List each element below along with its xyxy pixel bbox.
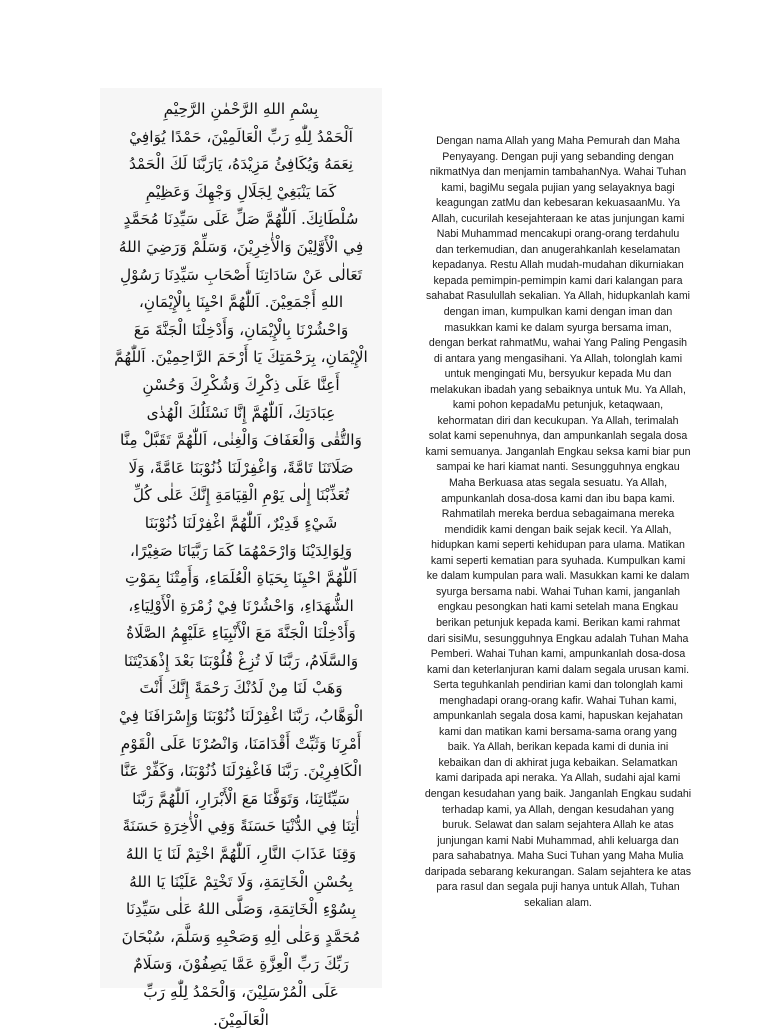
arabic-line: وَلِوَالِدَيْنَا وَارْحَمْهُمَا كَمَا رَبَّيَانَا صَغِيْرًا، — [129, 541, 353, 560]
translation-line: buruk. Selawat dan salam sejahtera Allah ke atas — [442, 819, 674, 832]
arabic-line: سُلْطَانِكَ. اَللّٰهُمَّ صَلِّ عَلَى سَيِّدِنَا مُحَمَّدٍ — [123, 210, 359, 229]
arabic-line: مُحَمَّدٍ وَعَلٰى اٰلِهِ وَصَحْبِهِ وَسَلَّمَ، سُبْحَانَ — [121, 927, 361, 946]
translation-line: dengan kesudahan yang baik. Janganlah Engkau sudahi — [424, 787, 692, 800]
arabic-line: الشُّهَدَاءِ، وَاحْشُرْنَا فِيْ زُمْرَةِ الْأَوْلِيَاءِ، — [128, 596, 354, 615]
translation-line: kepada pemimpin-pemimpin kami dari kalangan para — [433, 274, 683, 287]
arabic-line: اَللّٰهُمَّ احْيِنَا بِحَيَاةِ الْعُلَمَاءِ، وَأَمِتْنَا بِمَوْتِ — [124, 569, 358, 588]
arabic-line: بِسْمِ اللهِ الرَّحْمٰنِ الرَّحِيْمِ — [163, 100, 319, 118]
translation-line: hidupkan kami seperti kehidupan para ulama. Matikan — [431, 539, 685, 552]
translation-line: kami, bagiMu segala pujian yang selayaknya bagi — [441, 181, 675, 194]
arabic-line: اللهِ أَجْمَعِيْنَ. اَللّٰهُمَّ احْيِنَا بِالْإِيْمَانِ، — [138, 293, 344, 312]
translation-line: ke dalam kumpulan para wali. Masukkan kami ke dalam — [426, 570, 690, 583]
arabic-line: رَبِّكَ رَبِّ الْعِزَّةِ عَمَّا يَصِفُوْنَ، وَسَلَامٌ — [133, 955, 349, 974]
translation-line: junjungan kami Nabi Muhammad, ahli keluarga dan — [437, 834, 679, 847]
arabic-line: وَهَبْ لَنَا مِنْ لَدُنْكَ رَحْمَةً إِنَّكَ أَنْتَ — [139, 679, 343, 698]
translation-line: sekalian alam. — [524, 896, 592, 909]
arabic-line: أٰتِنَا فِي الدُّنْيَا حَسَنَةً وَفِي الْأٰخِرَةِ حَسَنَةً — [122, 817, 360, 836]
arabic-line: عَلَى الْمُرْسَلِيْنَ، وَالْحَمْدُ لِلّٰهِ رَبِّ — [143, 983, 339, 1001]
translation-line: daripada sebarang kekurangan. Salam sejahtera ke atas — [424, 865, 692, 878]
arabic-line: تُعَذِّبْنَا إِلٰى يَوْمِ الْقِيَامَةِ إِنَّكَ عَلٰى كُلِّ — [132, 486, 350, 505]
translation-line: kami dan matikan kami bersama-sama orang yang — [439, 725, 677, 738]
arabic-line: أَعِنَّا عَلَى ذِكْرِكَ وَشُكْرِكَ وَحُسْنِ — [142, 375, 340, 394]
arabic-prayer-panel — [100, 88, 382, 1029]
translation-line: Pemberi. Wahai Tuhan kami, ampunkanlah dosa-dosa — [430, 648, 686, 661]
arabic-line: صَلَاتَنَا تَامَّةً، وَاغْفِرْلَنَا ذُنُوْبَنَا عَامَّةً، وَلَا — [128, 458, 354, 477]
arabic-line: بِحُسْنِ الْخَاتِمَةِ، وَلَا تَخْتِمْ عَلَيْنَا يَا اللهُ — [129, 872, 353, 891]
arabic-line: وَالتُّقٰى وَالْعَفَافَ وَالْغِنٰى، اَللّٰهُمَّ تَقَبَّلْ مِنَّا — [120, 431, 362, 450]
translation-line: dengan iman, kumpulkan kami dengan iman dan — [443, 306, 673, 319]
translation-line: sahabat Rasulullah sekalian. Ya Allah, hidupkanlah kami — [425, 290, 691, 303]
translation-line: kami dan keterlanjuran kami dalam segala urusan kami. — [426, 663, 690, 676]
translation-line: sampai ke hari kiamat nanti. Sesungguhnya engkau — [436, 461, 680, 474]
translation-line: dengan berkat rahmatMu, wahai Yang Paling Pengasih — [428, 337, 688, 350]
arabic-line: نِعَمَهُ وَيُكَافِئُ مَزِيْدَهُ، يَارَبَّنَا لَكَ الْحَمْدُ — [128, 155, 354, 174]
translation-line: Allah, cucurilah kesejahteraan ke atas junjungan kami — [431, 212, 685, 225]
translation-line: solat kami sepenuhnya, dan ampunkanlah segala dosa — [428, 430, 688, 443]
translation-line: kebaikan dan di akhirat juga kebaikan. Selamatkan — [438, 756, 678, 769]
arabic-line: فِي الْأَوَّلِيْنَ وَالْأٰخِرِيْنَ، وَسَلِّمْ وَرَضِيَ اللهُ — [118, 237, 364, 256]
translation-line: kami seperti kematian para syuhada. Kumpulkan kami — [430, 554, 686, 567]
translation-line: Nabi Muhammad mencakupi orang-orang terdahulu — [436, 228, 680, 241]
translation-line: Rahmatilah mereka berdua sebagaimana mereka — [441, 508, 675, 521]
arabic-prayer-text — [108, 96, 374, 1034]
translation-line: menghadapi orang-orang kafir. Wahai Tuhan kami, — [439, 694, 677, 707]
translation-line: di antara yang mengasihani. Ya Allah, tolonglah kami — [433, 352, 683, 365]
translation-line: engkau pesongkan hati kami setelah mana Engkau — [437, 601, 679, 614]
translation-line: Maha Berkuasa atas segala sesuatu. Ya Allah, — [448, 477, 668, 490]
translation-line: berikan petunjuk kepada kami. Berikan kami rahmat — [436, 616, 680, 629]
malay-translation-text — [398, 134, 718, 911]
translation-line: kehormatan diri dan kecukupan. Ya Allah, terimalah — [437, 414, 679, 427]
translation-line: untuk mengingati Mu, bersyukur kepada Mu dan — [444, 368, 672, 381]
translation-line: kami semuanya. Janganlah Engkau seksa kami biar pun — [425, 445, 691, 458]
translation-line: para sahabatnya. Maha Suci Tuhan yang Maha Mulia — [432, 850, 684, 863]
translation-line: baik. Ya Allah, berikan kepada kami di dunia ini — [447, 741, 669, 754]
translation-line: nikmatNya dan menjamin tambahanNya. Wahai Tuhan — [429, 166, 687, 179]
translation-line: dan terkemudian, dan anugerahkanlah keselamatan — [435, 243, 681, 256]
translation-line: mendidik kami dengan baik sejak kecil. Ya Allah, — [444, 523, 672, 536]
arabic-line: شَيْءٍ قَدِيْرٌ، اَللّٰهُمَّ اغْفِرْلَنَا ذُنُوْبَنَا — [144, 513, 338, 532]
arabic-line: الْعَالَمِيْنَ. — [213, 1010, 269, 1029]
translation-line: ampunkanlah dosa-dosa kami dan ibu bapa kami. — [441, 492, 675, 505]
arabic-line: وَاحْشُرْنَا بِالْإِيْمَانِ، وَأَدْخِلْنَا الْجَنَّةَ مَعَ — [133, 320, 349, 339]
translation-line: kami daripada api neraka. Ya Allah, sudahi ajal kami — [435, 772, 681, 785]
arabic-line: كَمَا يَنْبَغِيْ لِجَلَالِ وَجْهِكَ وَعَظِيْمِ — [145, 182, 337, 201]
translation-line: Dengan nama Allah yang Maha Pemurah dan Maha — [436, 135, 680, 147]
arabic-line: وَأَدْخِلْنَا الْجَنَّةَ مَعَ الْأَنْبِيَاءِ عَلَيْهِمُ الصَّلَاةُ — [126, 624, 356, 643]
translation-line: para rasul dan segala puji hanya untuk Allah, Tuhan — [436, 881, 680, 894]
translation-line: Penyayang. Dengan puji yang sebanding dengan — [442, 150, 674, 163]
arabic-line: الْوَهَّابُ، رَبَّنَا اغْفِرْلَنَا ذُنُوْبَنَا وَإِسْرَافَنَا فِيْ — [118, 707, 364, 726]
translation-line: Serta teguhkanlah pendirian kami dan tolonglah kami — [433, 679, 683, 692]
translation-line: melakukan ibadah yang sebaiknya untuk Mu. Ya Allah, — [430, 383, 686, 396]
translation-line: dari sisiMu, sesungguhnya Engkau adalah Tuhan Maha — [427, 632, 689, 645]
arabic-line: وَالسَّلَامُ، رَبَّنَا لَا تُزِغْ قُلُوْبَنَا بَعْدَ إِذْهَدَيْتَنَا — [123, 651, 359, 670]
arabic-line: اَلْحَمْدُ لِلّٰهِ رَبِّ الْعَالَمِيْنَ، حَمْدًا يُوَافِيْ — [129, 127, 353, 146]
translation-line: syurga bersama nabi. Wahai Tuhan kami, janganlah — [436, 585, 680, 598]
arabic-line: بِسُوْءِ الْخَاتِمَةِ، وَصَلَّى اللهُ عَلٰى سَيِّدِنَا — [125, 900, 357, 919]
arabic-line: عِبَادَتِكَ، اَللّٰهُمَّ إِنَّا نَسْئَلُكَ الْهُدٰى — [146, 403, 336, 422]
translation-line: kami pohon kepadaMu petunjuk, ketaqwaan, — [452, 399, 664, 412]
arabic-line: الْإِيْمَانِ، بِرَحْمَتِكَ يَا أَرْحَمَ الرَّاحِمِيْنَ. اَللّٰهُمَّ — [114, 348, 368, 367]
arabic-line: وَقِنَا عَذَابَ النَّارِ، اَللّٰهُمَّ اخْتِمْ لَنَا يَا اللهُ — [125, 845, 357, 864]
translation-line: keagungan zatMu dan kebesaran kekuasaanMu. Ya — [435, 197, 681, 210]
arabic-line: أَمْرِنَا وَثَبِّتْ أَقْدَامَنَا، وَانْصُرْنَا عَلَى الْقَوْمِ — [120, 734, 362, 753]
arabic-line: الْكَافِرِيْنَ. رَبَّنَا فَاغْفِرْلَنَا ذُنُوْبَنَا، وَكَفِّرْ عَنَّا — [119, 762, 363, 781]
translation-line: ampunkanlah segala dosa kami, hapuskan kejahatan — [433, 710, 683, 723]
arabic-line: تَعَالٰى عَنْ سَادَاتِنَا أَصْحَابِ سَيِّدِنَا رَسُوْلِ — [119, 265, 363, 284]
arabic-line: سَيِّئَاتِنَا، وَتَوَفَّنَا مَعَ الْأَبْرَارِ، اَللّٰهُمَّ رَبَّنَا — [132, 789, 350, 808]
translation-line: kepadanya. Restu Allah mudah-mudahan dikurniakan — [432, 259, 684, 272]
translation-line: masukkan kami ke dalam syurga bersama iman, — [444, 321, 672, 334]
translation-line: terhadap kami, ya Allah, dengan kesudahan yang — [441, 803, 675, 816]
